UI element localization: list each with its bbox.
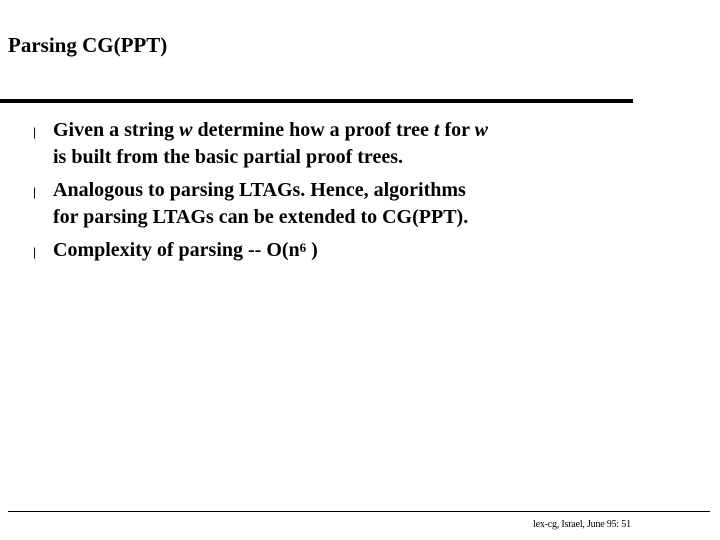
bullet-1-line-1: Given a string w determine how a proof tree t for w: [53, 119, 488, 141]
exponent: 6: [299, 240, 307, 255]
bullet-marker: l: [33, 185, 37, 203]
bullet-2-line-1: Analogous to parsing LTAGs. Hence, algorithms: [53, 179, 466, 201]
footer-label: lex-cg, Israel, June 95: 51: [533, 519, 631, 530]
bullet-item-1: [53, 117, 633, 171]
bullet-marker: l: [33, 245, 37, 263]
bullet-marker: l: [33, 125, 37, 143]
bullet-2-line-2: for parsing LTAGs can be extended to CG(PPT).: [53, 206, 469, 228]
bullet-item-2: [53, 177, 633, 231]
slide-title: Parsing CG(PPT): [8, 33, 168, 57]
bullet-item-3: Complexity of parsing -- $O(n^6$ ): [53, 239, 318, 261]
bullet-1-line-2: is built from the basic partial proof trees.: [53, 146, 403, 168]
footer-divider: [8, 511, 710, 512]
